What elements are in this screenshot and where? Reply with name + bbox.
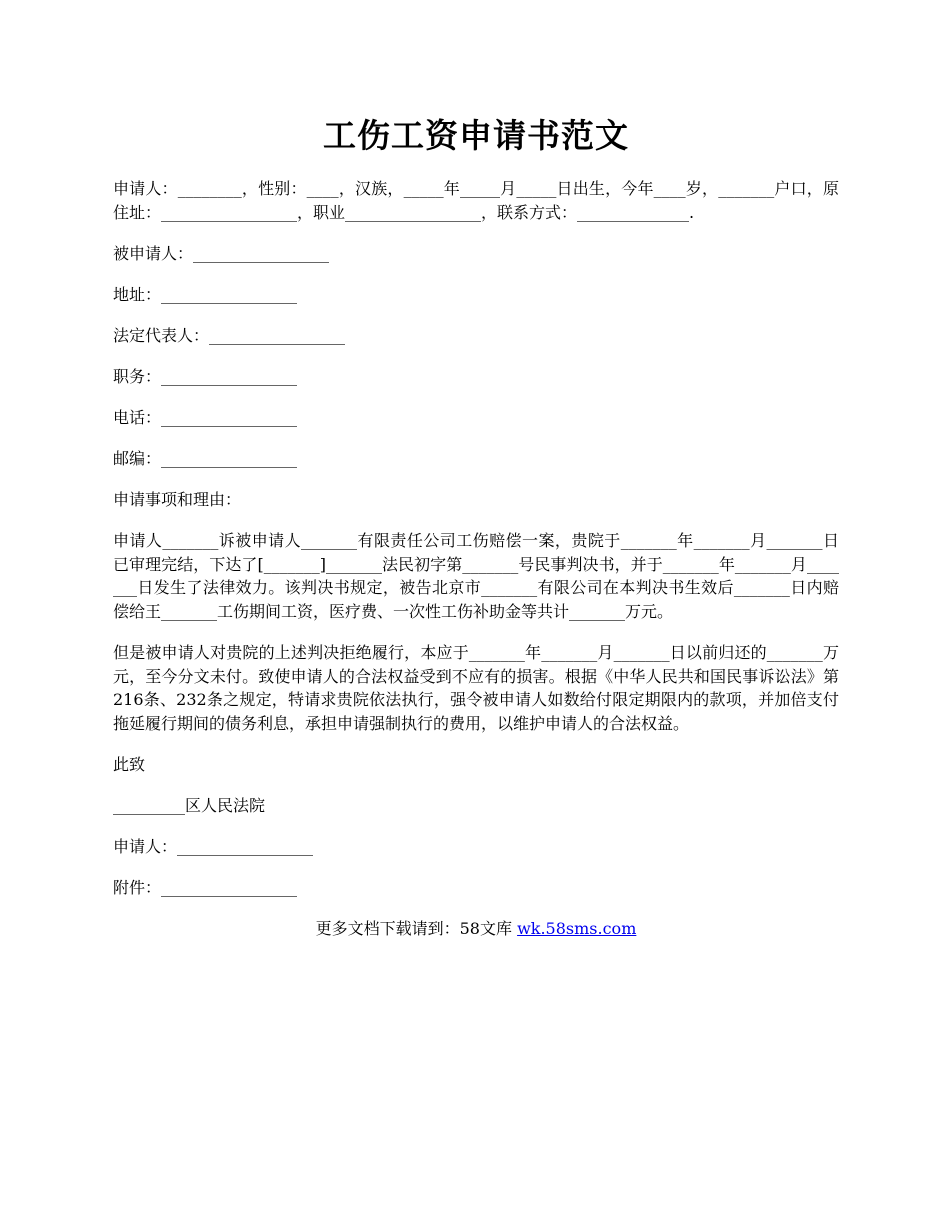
- salutation: 此致: [113, 754, 146, 774]
- address-line: 地址：_________________: [113, 284, 298, 304]
- attachment-line: 附件：_________________: [113, 877, 298, 897]
- respondent-line: 被申请人：_________________: [113, 243, 330, 263]
- matters-heading: 申请事项和理由：: [113, 489, 242, 509]
- postcode-line: 邮编：_________________: [113, 448, 298, 468]
- body-paragraph-1: 申请人_______诉被申请人_______有限责任公司工伤赔偿一案，贵院于_______年_______月_______日已审理完结，下达了[_______]_______法民初字第_______号民事判决书，并于_______年_______月_______日发生了法律效力。该判决书规定，被告北京市_______有限公司在本判决书生效后_______日内赔偿给王_______工伤期间工资，医疗费、一次性工伤补助金等共计_______万元。: [113, 531, 839, 621]
- legal-representative-line: 法定代表人：_________________: [113, 325, 346, 345]
- position-line: 职务：_________________: [113, 366, 298, 386]
- applicant-info: 申请人：________，性别：____，汉族，_____年_____月_____日出生，今年____岁，_______户口，原住址：_________________，职业_________________，联系方式：______________.: [113, 179, 839, 222]
- footer-text: 更多文档下载请到：58文库: [315, 919, 518, 938]
- footer-link[interactable]: wk.58sms.com: [517, 919, 637, 938]
- document-title: 工伤工资申请书范文: [323, 116, 629, 155]
- body-paragraph-2: 但是被申请人对贵院的上述判决拒绝履行，本应于_______年_______月_______日以前归还的_______万元，至今分文未付。致使申请人的合法权益受到不应有的损害。根据《中华人民共和国民事诉讼法》第216条、232条之规定，特请求贵院依法执行，强令被申请人如数给付限定期限内的款项，并加倍支付拖延履行期间的债务利息，承担申请强制执行的费用，以维护申请人的合法权益。: [113, 643, 839, 733]
- document-page: [113, 0, 839, 941]
- applicant-signature-line: 申请人：_________________: [113, 836, 314, 856]
- phone-line: 电话：_________________: [113, 407, 298, 427]
- footer: [113, 917, 839, 941]
- court-line: _________区人民法院: [113, 795, 266, 815]
